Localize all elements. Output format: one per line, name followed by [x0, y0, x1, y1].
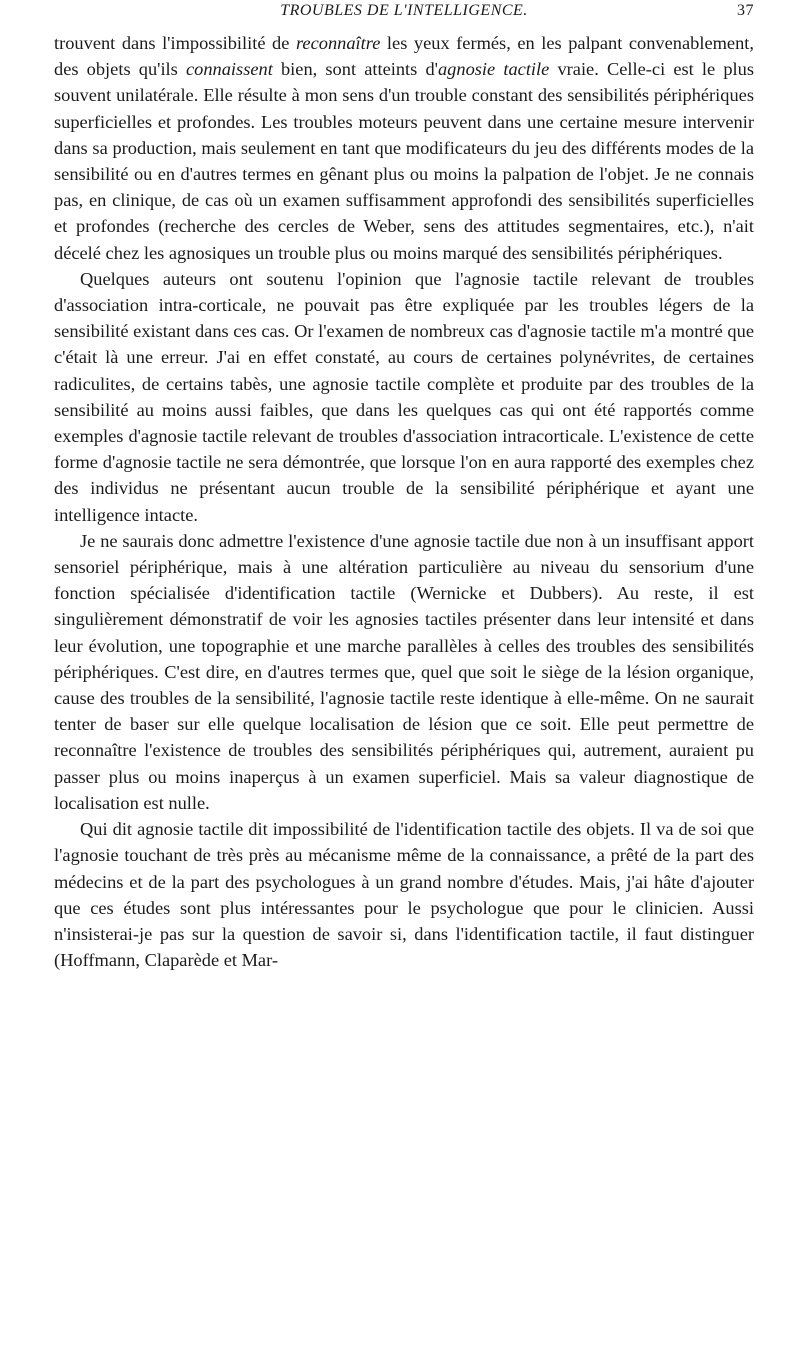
- text-segment: Qui dit agnosie tactile dit impossibilité de l'identification tactile des objets. Il va de soi que l'agnosie touchant de très près au mécanisme même de la connaissance, a prêté de la part des médecins et de la part des psychologues à un grand nombre d'études. Mais, j'ai hâte d'ajouter que ces études sont plus intéressantes pour le psychologue que pour le clinicien. Aussi n'insisterai-je pas sur la question de savoir si, dans l'identification tactile, il faut distinguer (Hoffmann, Claparède et Mar-: [54, 819, 754, 971]
- text-segment: vraie. Celle-ci est le plus souvent unilatérale. Elle résulte à mon sens d'un trouble constant des sensibilités périphériques superficielles et profondes. Les troubles moteurs peuvent dans une certaine mesure intervenir dans sa production, mais seulement en tant que modificateurs du jeu des différents modes de la sensibilité ou en d'autres termes en gênant plus ou moins la palpation de l'objet. Je ne connais pas, en clinique, de cas où un examen suffisamment approfondi des sensibilités superficielles et profondes (recherche des cercles de Weber, sens des attitudes segmentaires, etc.), n'ait décelé chez les agnosiques un trouble plus ou moins marqué des sensibilités périphériques.: [54, 59, 754, 263]
- paragraph-4: [54, 816, 754, 973]
- paragraph-1: [54, 30, 754, 266]
- emphasis-reconnaitre: reconnaître: [295, 33, 381, 53]
- text-segment: Je ne saurais donc admettre l'existence d'une agnosie tactile due non à un insuffisant apport sensoriel périphérique, mais à une altération particulière au niveau du sensorium d'une fonction spécialisée d'identification tactile (Wernicke et Dubbers). Au reste, il est singulièrement démonstratif de voir les agnosies tactiles présenter dans leur intensité et dans leur évolution, une topographie et une marche parallèles à celles des troubles des sensibilités périphériques. C'est dire, en d'autres termes que, quel que soit le siège de la lésion organique, cause des troubles de la sensibilité, l'agnosie tactile reste identique à elle-même. On ne saurait tenter de baser sur elle quelque localisation de lésion que ce soit. Elle peut permettre de reconnaître l'existence de troubles des sensibilités périphériques qui, autrement, auraient pu passer plus ou moins inaperçus à un examen superficiel. Mais sa valeur diagnostique de localisation est nulle.: [54, 530, 754, 813]
- body-text: [54, 30, 754, 973]
- emphasis-agnosie-tactile: agnosie tactile: [437, 59, 550, 80]
- page-number: 37: [737, 2, 754, 19]
- text-segment: bien, sont atteints d': [272, 59, 438, 80]
- running-head-title: TROUBLES DE L'INTELLIGENCE.: [280, 2, 528, 19]
- running-head: [54, 0, 754, 22]
- text-segment: trouvent dans l'impossibilité de: [54, 33, 296, 53]
- paragraph-3: [54, 528, 754, 816]
- text-segment: Quelques auteurs ont soutenu l'opinion que l'agnosie tactile relevant de troubles d'association intra-corticale, ne pouvait pas être expliquée par les troubles légers de la sensibilité existant dans ces cas. Or l'examen de nombreux cas d'agnosie tactile m'a montré que c'était là une erreur. J'ai en effet constaté, au cours de certaines polynévrites, de certaines radiculites, de certains tabès, une agnosie tactile complète et produite par des troubles de la sensibilité au moins aussi faibles, que dans les quelques cas qui ont été rapportés comme exemples d'agnosie tactile relevant de troubles d'association intracorticale. L'existence de cette forme d'agnosie tactile ne sera démontrée, que lorsque l'on en aura rapporté des exemples chez des individus ne présentant aucun trouble de la sensibilité périphérique et ayant une intelligence intacte.: [54, 268, 754, 525]
- paragraph-2: [54, 266, 754, 528]
- text-segment: les yeux fermés, en les palpant convenablement, des objets qu'ils: [54, 33, 754, 80]
- emphasis-connaissent: connaissent: [185, 59, 273, 80]
